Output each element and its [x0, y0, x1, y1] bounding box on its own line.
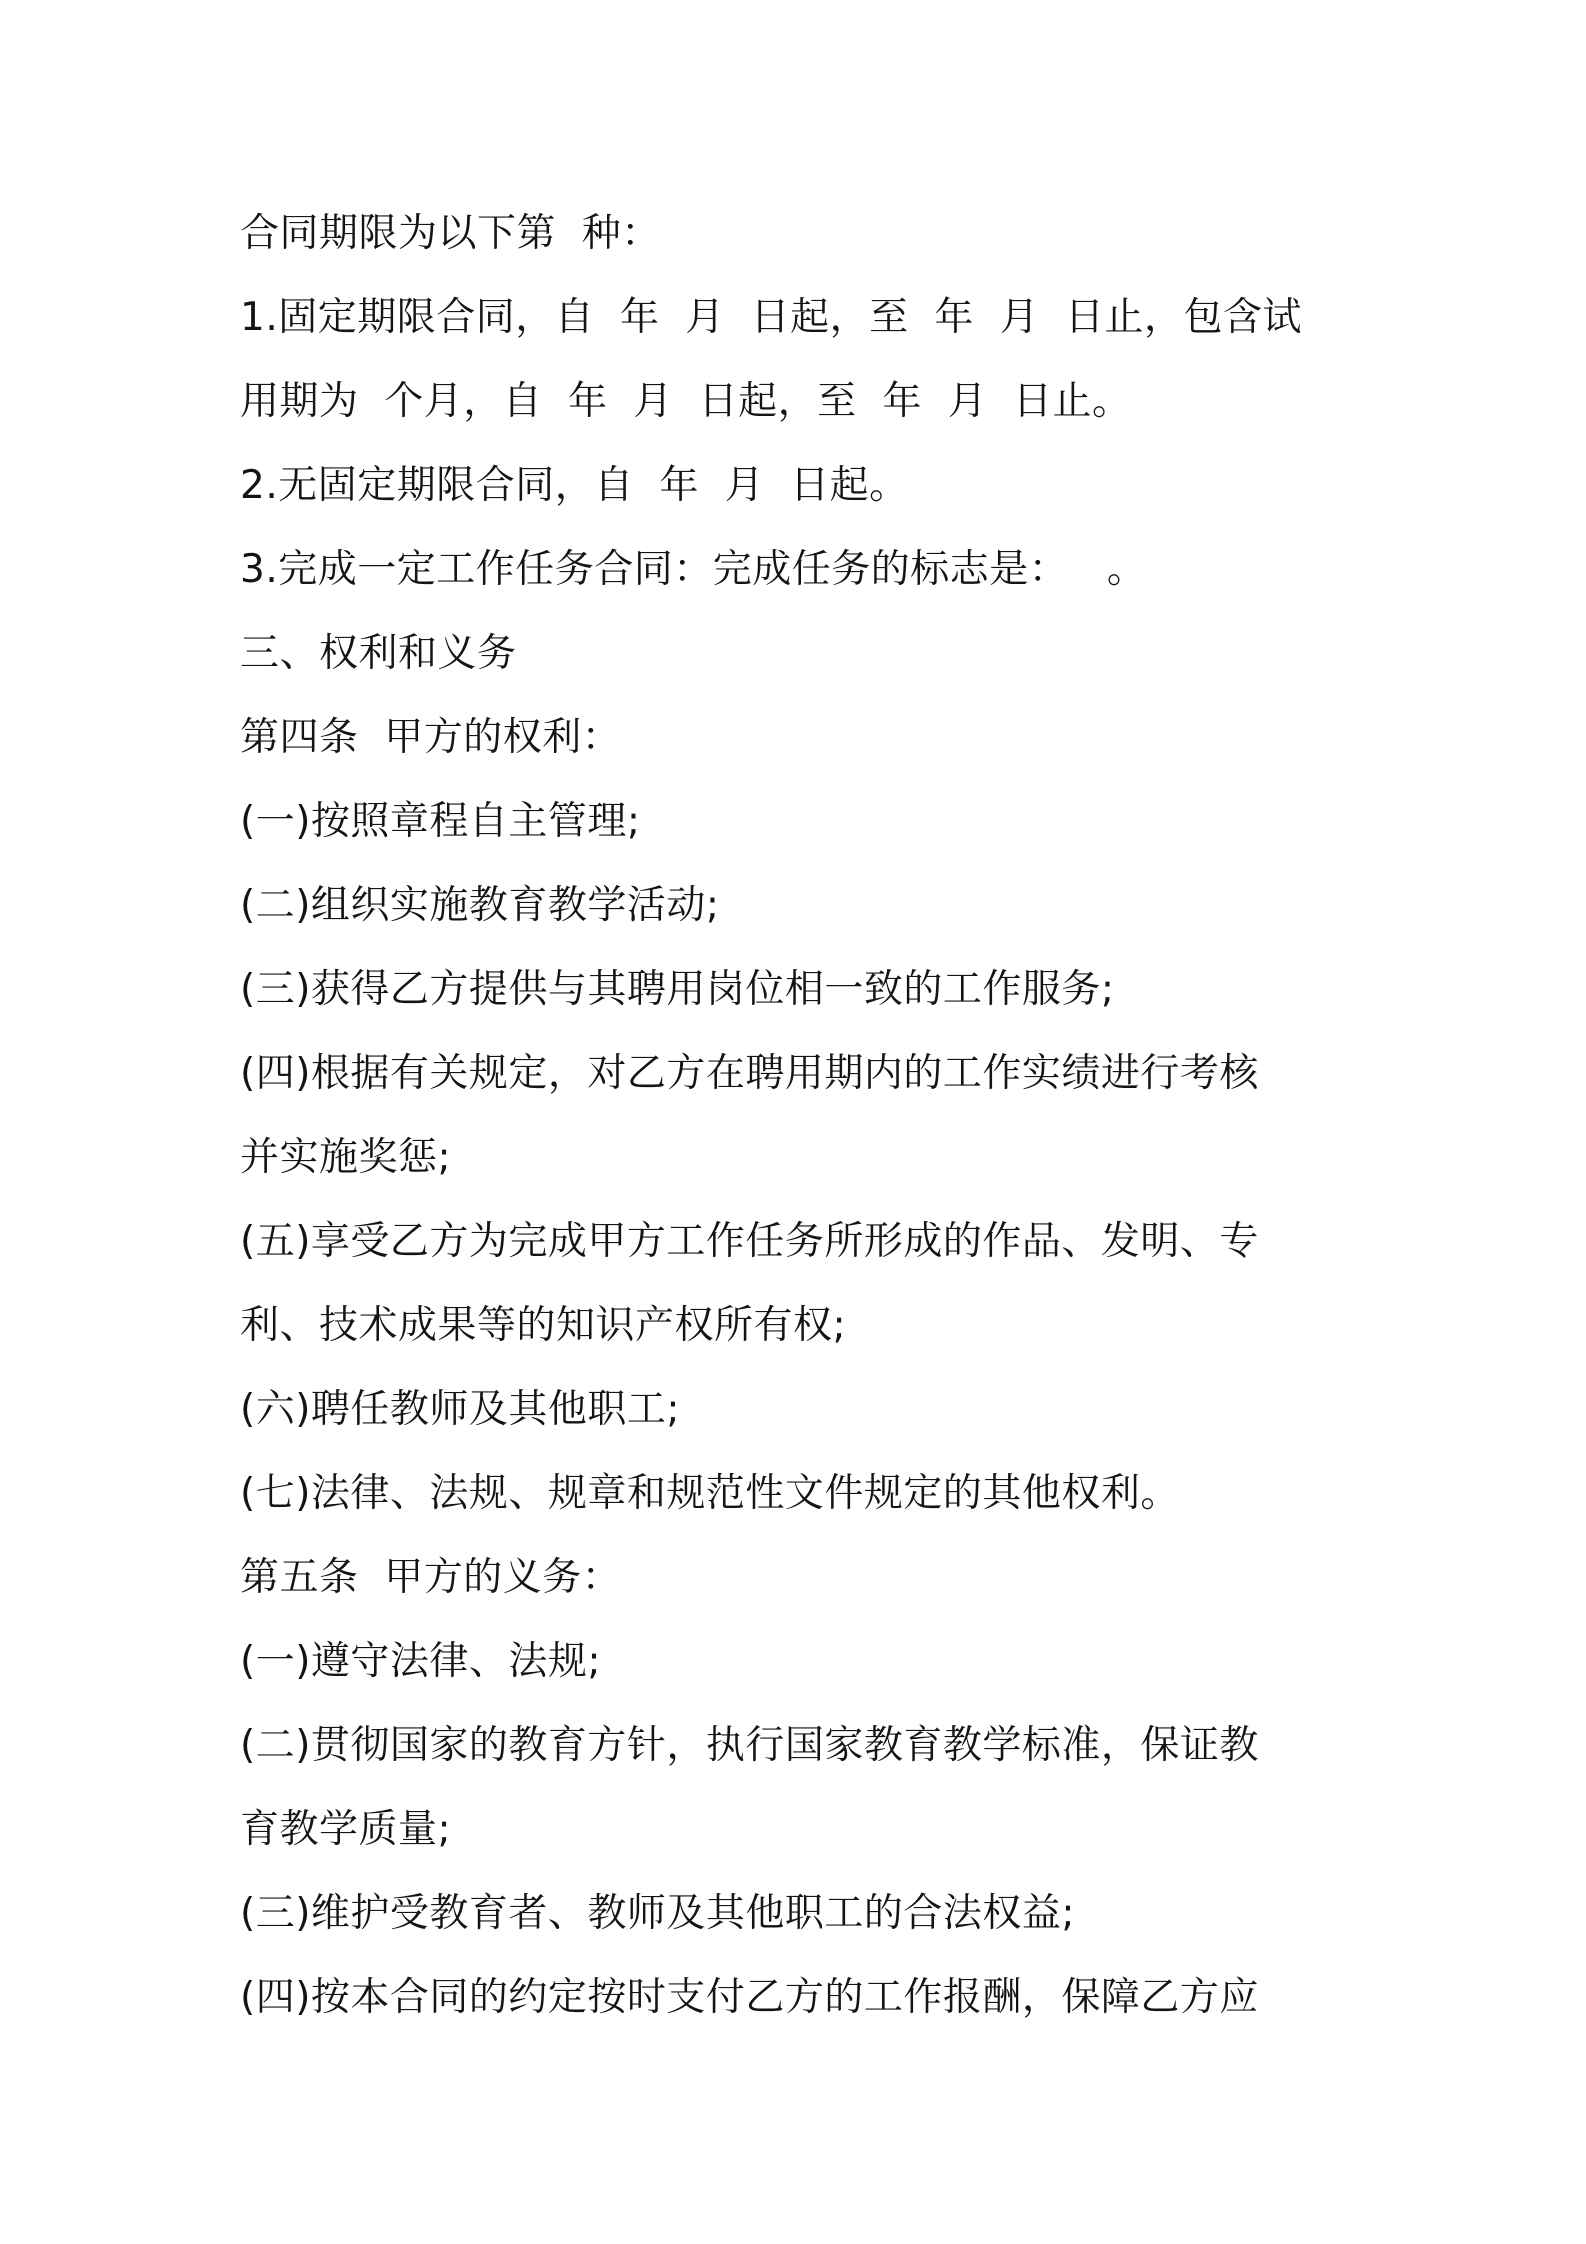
article-four-item-6: (六)聘任教师及其他职工; [240, 1387, 681, 1432]
article-four-item-4-cont: 并实施奖惩; [240, 1135, 452, 1180]
article-four-item-1: (一)按照章程自主管理; [240, 799, 641, 844]
article-five-heading: 第五条 甲方的义务： [240, 1555, 622, 1600]
article-four-item-4: (四)根据有关规定，对乙方在聘用期内的工作实绩进行考核 [240, 1051, 1259, 1096]
article-four-item-5-cont: 利、技术成果等的知识产权所有权; [240, 1303, 847, 1348]
article-four-heading: 第四条 甲方的权利： [240, 715, 622, 760]
article-four-item-7: (七)法律、法规、规章和规范性文件规定的其他权利。 [240, 1471, 1180, 1516]
task-term-clause: 3.完成一定工作任务合同：完成任务的标志是： 。 [240, 547, 1147, 592]
article-five-item-1: (一)遵守法律、法规; [240, 1639, 602, 1684]
article-four-item-3: (三)获得乙方提供与其聘用岗位相一致的工作服务; [240, 967, 1115, 1012]
open-term-clause: 2.无固定期限合同，自 年 月 日起。 [240, 463, 909, 508]
document-body [240, 192, 1360, 2040]
fixed-term-clause: 1.固定期限合同，自 年 月 日起，至 年 月 日止，包含试 [240, 295, 1302, 340]
article-five-item-2-cont: 育教学质量; [240, 1807, 452, 1852]
article-four-item-5: (五)享受乙方为完成甲方工作任务所形成的作品、发明、专 [240, 1219, 1259, 1264]
article-four-item-2: (二)组织实施教育教学活动; [240, 883, 720, 928]
article-five-item-2: (二)贯彻国家的教育方针，执行国家教育教学标准，保证教 [240, 1723, 1259, 1768]
fixed-term-clause-cont: 用期为 个月，自 年 月 日起，至 年 月 日止。 [240, 379, 1132, 424]
contract-term-intro: 合同期限为以下第 种： [240, 211, 661, 256]
section-heading-rights-duties: 三、权利和义务 [240, 631, 517, 676]
article-five-item-3: (三)维护受教育者、教师及其他职工的合法权益; [240, 1891, 1076, 1936]
article-five-item-4: (四)按本合同的约定按时支付乙方的工作报酬，保障乙方应 [240, 1975, 1259, 2020]
